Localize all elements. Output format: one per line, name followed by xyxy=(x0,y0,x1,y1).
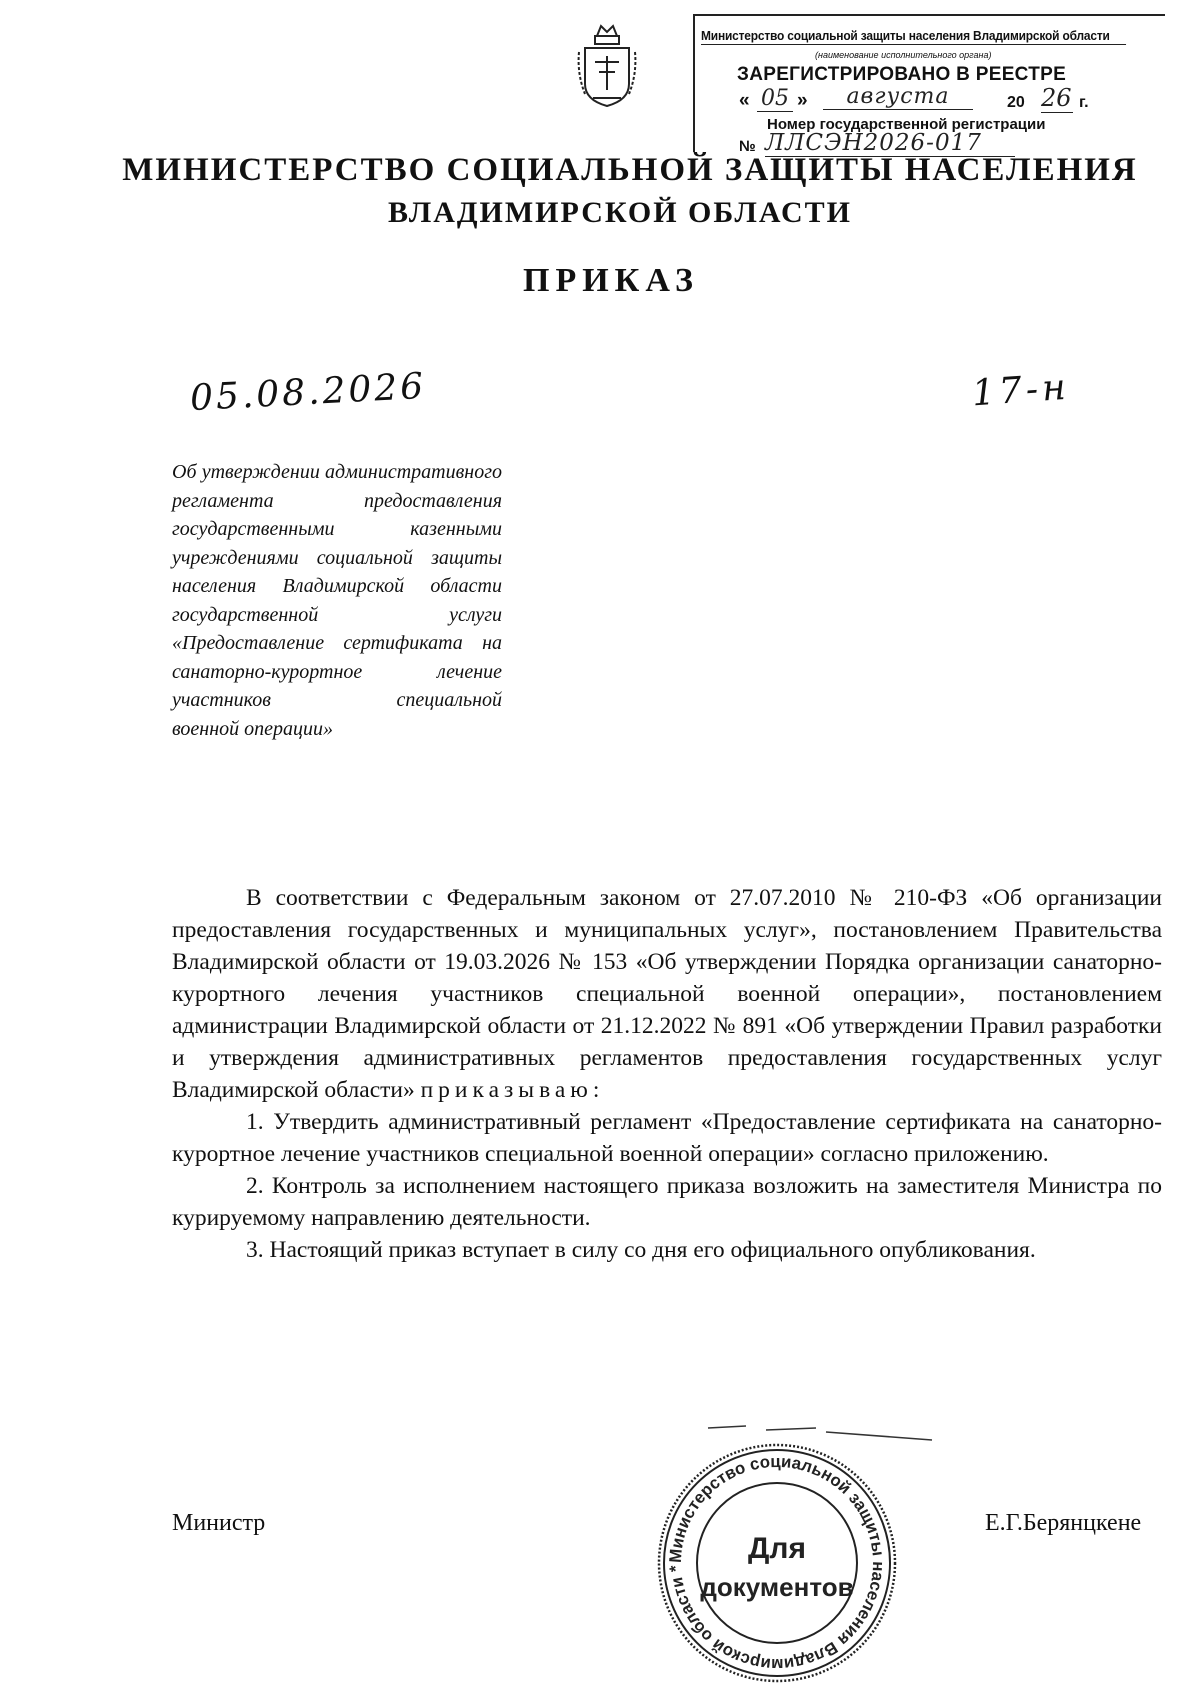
registry-year-prefix: 20 xyxy=(1007,94,1025,111)
seal-center-line2: документов xyxy=(700,1572,854,1602)
signature-title: Министр xyxy=(172,1510,266,1536)
registry-stamp-date xyxy=(739,84,1129,116)
registry-open-quote: « xyxy=(739,90,750,111)
seal-center-line1: Для xyxy=(748,1532,806,1565)
preamble-text: В соответствии с Федеральным законом от 27.07.2010 № 210-ФЗ «Об организации предоставления государственных и муниципальных услуг», постановлением Правительства Владимирской области от 19.03.2026 № 153 «Об утверждении Порядка организации санаторно-курортного лечения участников специальной военной операции», постановлением администрации Владимирской области от 21.12.2022 № 891 «Об утверждении Правил разработки и утверждения административных регламентов предоставления государственных услуг Владимирской области» xyxy=(172,885,1162,1103)
registry-stamp xyxy=(693,14,1165,156)
order-subject-last: военной операции» xyxy=(172,717,334,740)
decree-word: приказываю: xyxy=(420,1077,605,1103)
signature-name: Е.Г.Берянцкене xyxy=(985,1510,1142,1536)
coat-of-arms-icon xyxy=(575,18,639,110)
order-date: 05.08.2026 xyxy=(189,365,428,420)
order-item-2: 2. Контроль за исполнением настоящего приказа возложить на заместителя Министра по курируемому направлению деятельности. xyxy=(172,1173,1162,1231)
order-item-1: 1. Утвердить административный регламент «Предоставление сертификата на санаторно-курортное лечение участников специальной военной операции» согласно приложению. xyxy=(172,1109,1162,1167)
order-body xyxy=(172,882,1162,1266)
registry-day: 05 xyxy=(757,86,793,112)
order-item-3: 3. Настоящий приказ вступает в силу со дня его официального опубликования. xyxy=(246,1237,1036,1263)
registry-number-label: Номер государственной регистрации xyxy=(767,116,1046,133)
document-type: ПРИКАЗ xyxy=(523,262,699,299)
seal-ring-text: Министерство социальной защиты населения Владимирской области * xyxy=(665,1451,889,1675)
order-number: 17-н xyxy=(970,366,1071,415)
registry-number-sign: № xyxy=(739,138,756,155)
registry-month: августа xyxy=(823,84,973,110)
registry-stamp-organization: Министерство социальной защиты населения Владимирской области xyxy=(701,28,1126,45)
order-subject xyxy=(172,458,502,743)
order-subject-main: Об утверждении административного регламента предоставления государственными казенными учреждениями социальной защиты населения Владимирской области государственной услуги «Предоставление сертификата на санаторно-курортное лечение участников специальной xyxy=(172,461,502,711)
registry-year-mark: г. xyxy=(1079,94,1089,111)
registry-stamp-status: ЗАРЕГИСТРИРОВАНО В РЕЕСТРЕ xyxy=(737,64,1067,85)
ministry-name-line2: ВЛАДИМИРСКОЙ ОБЛАСТИ xyxy=(388,196,852,229)
registry-number: ЛЛСЭН2026-017 xyxy=(765,130,1015,157)
ministry-name-line1: МИНИСТЕРСТВО СОЦИАЛЬНОЙ ЗАЩИТЫ НАСЕЛЕНИЯ xyxy=(122,152,1138,188)
registry-close-quote: » xyxy=(797,90,808,111)
registry-year-suffix: 26 xyxy=(1041,84,1072,112)
order-preamble xyxy=(172,882,1162,1106)
registry-stamp-organization-note: (наименование исполнительного органа) xyxy=(815,50,992,60)
official-seal xyxy=(652,1438,902,1688)
